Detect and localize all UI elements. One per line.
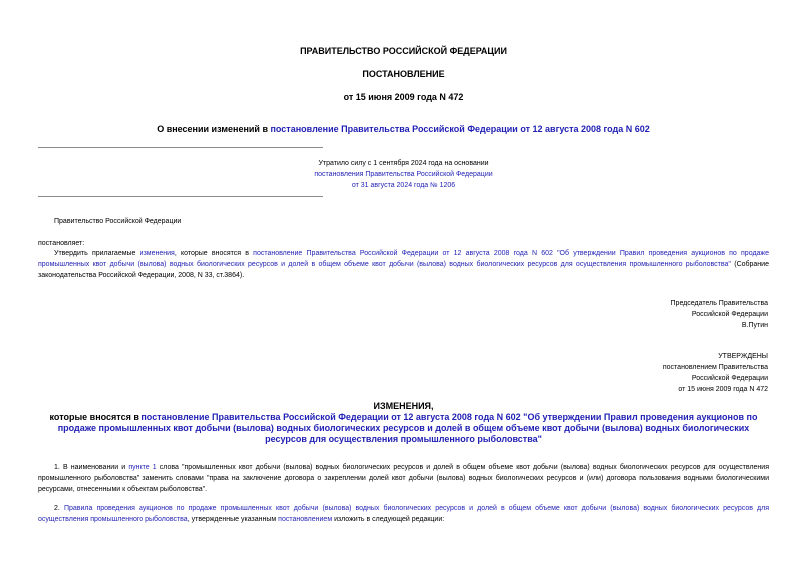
approved-date: от 15 июня 2009 года N 472: [678, 386, 768, 393]
repeal-notice-link[interactable]: постановления Правительства Российской Федерации: [314, 171, 493, 178]
issuer: Правительство Российской Федерации: [54, 218, 182, 225]
signature-name: В.Путин: [741, 322, 768, 329]
signature-country: Российской Федерации: [691, 311, 768, 318]
document-date-number: от 15 июня 2009 года N 472: [343, 92, 464, 102]
change-item-1: [38, 462, 769, 495]
signature-position: Председатель Правительства: [670, 300, 768, 307]
approved-heading: УТВЕРЖДЕНЫ: [718, 353, 768, 360]
repeal-notice: [0, 158, 807, 191]
approved-by: постановлением Правительства: [662, 364, 768, 371]
document-type: ПОСТАНОВЛЕНИЕ: [362, 69, 445, 79]
changes-heading: [38, 401, 769, 445]
paragraph-approve: [38, 248, 769, 281]
auction-rules-link[interactable]: Правила проведения аукционов по продаже промышленных квот добычи (вылова) водных биологических ресурсов и долей в общем объеме квот добычи (вылова) водных биологических ресурсов для осуществления промышленного рыболовства: [38, 505, 769, 523]
decree-link[interactable]: постановлением: [278, 516, 333, 523]
approved-country: Российской Федерации: [691, 375, 768, 382]
paragraph-approve-text: Утвердить прилагаемые: [54, 250, 140, 257]
signature-block: [500, 298, 768, 331]
change-item-2-text-3: изложить в следующей редакции:: [332, 516, 445, 523]
changes-link[interactable]: изменения: [139, 250, 175, 257]
change-item-1-text-2: слова "промышленных квот добычи (вылова) водных биологических ресурсов и долей в общем объеме квот добычи (вылова) водных биологических ресурсов для осуществления промышленного рыболовства" заменить словами "права на заключение договора о закреплении долей квот добычи (вылова) водных биологических ресурсов и (или) договора пользования водными биологическими ресурсами, отнесенными к объектам рыболовства".: [38, 464, 769, 493]
decree-602-link[interactable]: постановление Правительства Российской Федерации от 12 августа 2008 года N 602 "Об утверждении Правил проведения аукционов по продаже промышленных квот добычи (вылова) водных биологических ресурсов и долей в общем объеме квот добычи (вылова) водных биологических ресурсов для осуществления промышленного рыболовства": [38, 250, 769, 268]
approved-block: [500, 351, 768, 395]
change-item-2-text-2: , утвержденные указанным: [187, 516, 279, 523]
document-title-prefix: О внесении изменений в: [157, 124, 271, 134]
document-title: [0, 124, 807, 134]
repeal-notice-link-date[interactable]: от 31 августа 2024 года № 1206: [351, 182, 456, 189]
point-1-link[interactable]: пункте 1: [128, 464, 157, 471]
paragraph-approve-text-2: , которые вносятся в: [174, 250, 254, 257]
government-heading: ПРАВИТЕЛЬСТВО РОССИЙСКОЙ ФЕДЕРАЦИИ: [300, 46, 507, 56]
document-title-link[interactable]: постановление Правительства Российской Федерации от 12 августа 2008 года N 602: [270, 124, 650, 134]
divider-top: [38, 147, 323, 148]
changes-title: ИЗМЕНЕНИЯ,: [373, 401, 434, 411]
changes-subtitle-link[interactable]: постановление Правительства Российской Федерации от 12 августа 2008 года N 602 "Об утверждении Правил проведения аукционов по продаже промышленных квот добычи (вылова) водных биологических ресурсов и долей в общем объеме квот добычи (вылова) водных биологических ресурсов для осуществления промышленного рыболовства": [57, 412, 758, 444]
change-item-1-text: 1. В наименовании и: [54, 464, 129, 471]
changes-subtitle-prefix: которые вносятся в: [49, 412, 142, 422]
repeal-notice-line: Утратило силу с 1 сентября 2024 года на основании: [318, 160, 489, 167]
decree-word: постановляет:: [38, 240, 85, 247]
change-item-2-text: 2.: [54, 505, 64, 512]
change-item-2: [38, 503, 769, 525]
paragraph-approve-text-3: (Собрание законодательства Российской Федерации, 2008, N 33, ст.3864).: [38, 261, 769, 279]
divider-bottom: [38, 196, 323, 197]
